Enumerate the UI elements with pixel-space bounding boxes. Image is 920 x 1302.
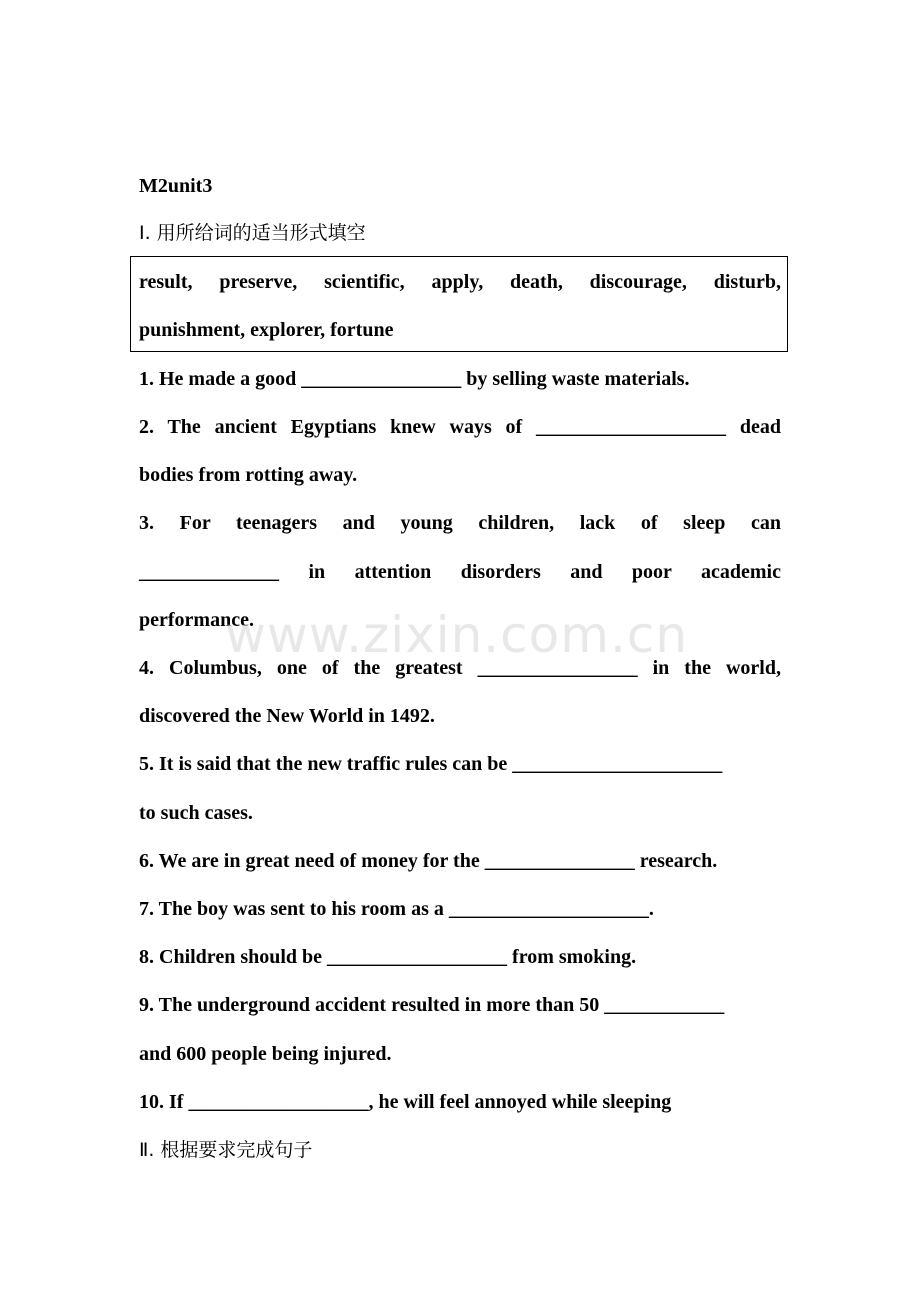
question-line: 1. He made a good ________________ by selling waste materials. — [139, 368, 690, 390]
question-line: 3. For teenagers and young children, lack of sleep can — [139, 512, 781, 534]
question-line: 7. The boy was sent to his room as a ____________________. — [139, 898, 654, 920]
question-line: bodies from rotting away. — [139, 464, 358, 486]
word-bank-line: result, preserve, scientific, apply, death, discourage, disturb, — [139, 271, 781, 293]
question-line: 2. The ancient Egyptians knew ways of ___________________ dead — [139, 416, 781, 438]
question-line: 4. Columbus, one of the greatest ________________ in the world, — [139, 657, 781, 679]
section-heading-complete-sentences: Ⅱ. 根据要求完成句子 — [139, 1139, 313, 1161]
question-line: to such cases. — [139, 802, 253, 824]
question-line: and 600 people being injured. — [139, 1043, 392, 1065]
question-line: 8. Children should be __________________ from smoking. — [139, 946, 637, 968]
unit-title: M2unit3 — [139, 175, 213, 197]
question-line: 10. If __________________, he will feel annoyed while sleeping — [139, 1091, 672, 1113]
question-line: discovered the New World in 1492. — [139, 705, 435, 727]
section-heading-fill-blanks: Ⅰ. 用所给词的适当形式填空 — [139, 222, 366, 244]
word-bank-line: punishment, explorer, fortune — [139, 319, 394, 341]
question-line: 6. We are in great need of money for the _______________ research. — [139, 850, 718, 872]
question-line: performance. — [139, 609, 254, 631]
question-line: 9. The underground accident resulted in more than 50 ____________ — [139, 994, 725, 1016]
watermark: www.zixin.com.cn — [225, 606, 689, 664]
question-line: ______________ in attention disorders and poor academic — [139, 561, 781, 583]
question-line: 5. It is said that the new traffic rules can be _____________________ — [139, 753, 723, 775]
